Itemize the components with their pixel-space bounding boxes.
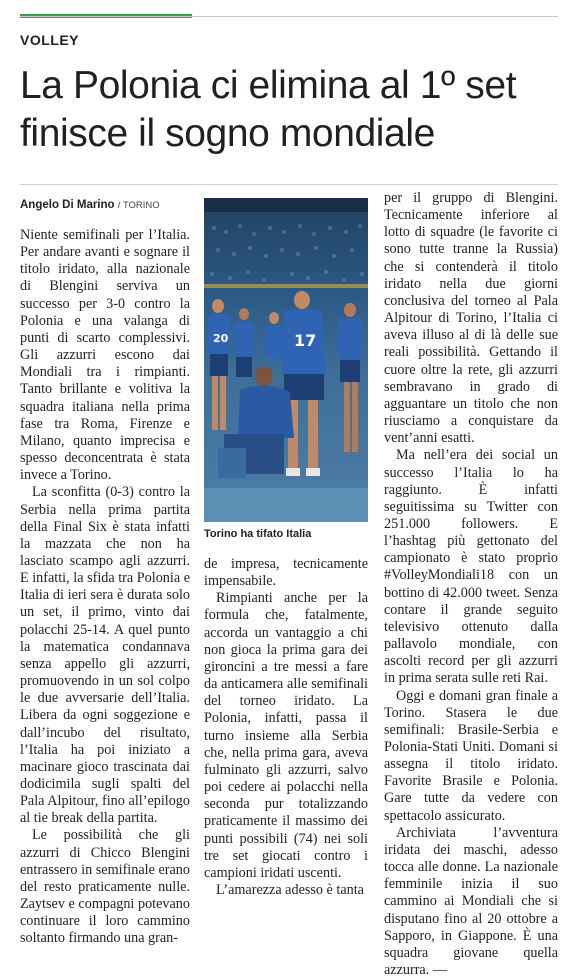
paragraph: de impresa, tecnicamente impensabile. [204,556,368,590]
paragraph: Ma nell’era dei social un successo l’Italia lo ha raggiunto. È infatti seguitissima su Twitter con 251.000 followers. E l’hashtag più gettonato del campionato è stato proprio #VolleyMondiali18 con un bottino di 42.000 tweet. Senza contare il grande seguito televisivo ottenuto dalla pallavolo mondiale, con ascolti record per gli azzurri in prima serata sulle reti Rai. [384,447,558,687]
headline-rule [20,184,558,185]
paragraph: per il gruppo di Blengini. Tecnicamente inferiore al lotto di squadre (le favorite ci sono tutte tranne la Russia) che si contenderà il titolo iridato nella due giorni conclusiva del torneo al Pala Alpitour di Torino, l’Italia ci aveva illuso al di là delle sue reali possibilità. Gettando il cuore oltre la rete, gli azzurri sembravano in grado di agguantare un titolo che non riusciamo a conquistare da vent’anni esatti. [384,190,558,447]
headline-line-1: La Polonia ci elimina al 1º set [20,64,517,107]
article-column-3 [384,190,558,979]
article-column-1 [20,227,190,948]
headline-line-2: finisce il sogno mondiale [20,112,435,155]
paragraph: Le possibilità che gli azzurri di Chicco Blengini entrassero in semifinale erano del resto praticamente nulle. Zaytsev e compagni potevano continuare il loro cammino soltanto firmando una gran- [20,827,190,947]
team-photo [204,198,368,522]
paragraph: La sconfitta (0-3) contro la Serbia nella prima partita della Final Six è stata infatti la mazzata che non ha lasciato scampo agli azzurri. E infatti, la sfida tra Polonia e Italia di ieri sera è durata solo un set, il primo, vinto dai polacchi 25-14. A quel punto la matematica condannava senza appello gli azzurri, promuovendo in un sol colpo le due avversarie dell’Italia. Libera da ogni soggezione e dall’incubo del risultato, l’Italia ha poi iniziato a macinare gioco trascinata dai dodicimila sugli spalti del Pala Alpitour, fino all’epilogo al tie break della partita. [20,484,190,827]
paragraph: Niente semifinali per l’Italia. Per andare avanti e sognare il titolo iridato, alla nazionale di Blengini serviva un successo per 3-0 contro la Polonia e una valanga di punti di scarto complessivi. Gli azzurri escono dai Mondiali tra i rimpianti. Tanto brillante e volitiva la squadra italiana nella prima fase tra Roma, Firenze e Milano, quanto imprecisa e spesso deconcentrata è stata invece a Torino. [20,227,190,484]
paragraph: Archiviata l’avventura iridata dei maschi, adesso tocca alle donne. La nazionale femminile inizia il suo cammino ai Mondiali che si disputano fino al 20 ottobre a Sapporo, in Giappone. È una squadra giovane quella azzurra. — [384,824,558,979]
jersey-number: 20 [213,332,229,345]
headline [20,62,565,158]
photo-caption: Torino ha tifato Italia [204,528,312,540]
byline-author: Angelo Di Marino [20,199,115,211]
top-rule [20,16,558,17]
jersey-number: 17 [294,331,317,350]
byline [20,199,160,211]
paragraph: Rimpianti anche per la formula che, fatalmente, accorda un vantaggio a chi non gioca la prima gara dei gironcini a tre messi a fare da anticamera alle semifinali del torneo iridato. La Polonia, infatti, passa il turno insieme alla Serbia che, nella prima gara, aveva fulminato gli azzurri, salvo poi cedere ai polacchi nella seconda pur totalizzando praticamente il massimo dei punti possibili (74) nei soli tre set giocati contro i campioni iridati uscenti. [204,590,368,881]
byline-location: / TORINO [117,200,160,211]
section-label: VOLLEY [20,32,80,48]
paragraph: Oggi e domani gran finale a Torino. Stasera le due semifinali: Brasile-Serbia e Polonia-Stati Uniti. Domani si assegna il titolo iridato. Favorite Brasile e Polonia. Gare tutte da vedere con spettacolo assicurato. [384,687,558,824]
paragraph: L’amarezza adesso è tanta [216,881,364,898]
article-column-2 [204,556,368,899]
